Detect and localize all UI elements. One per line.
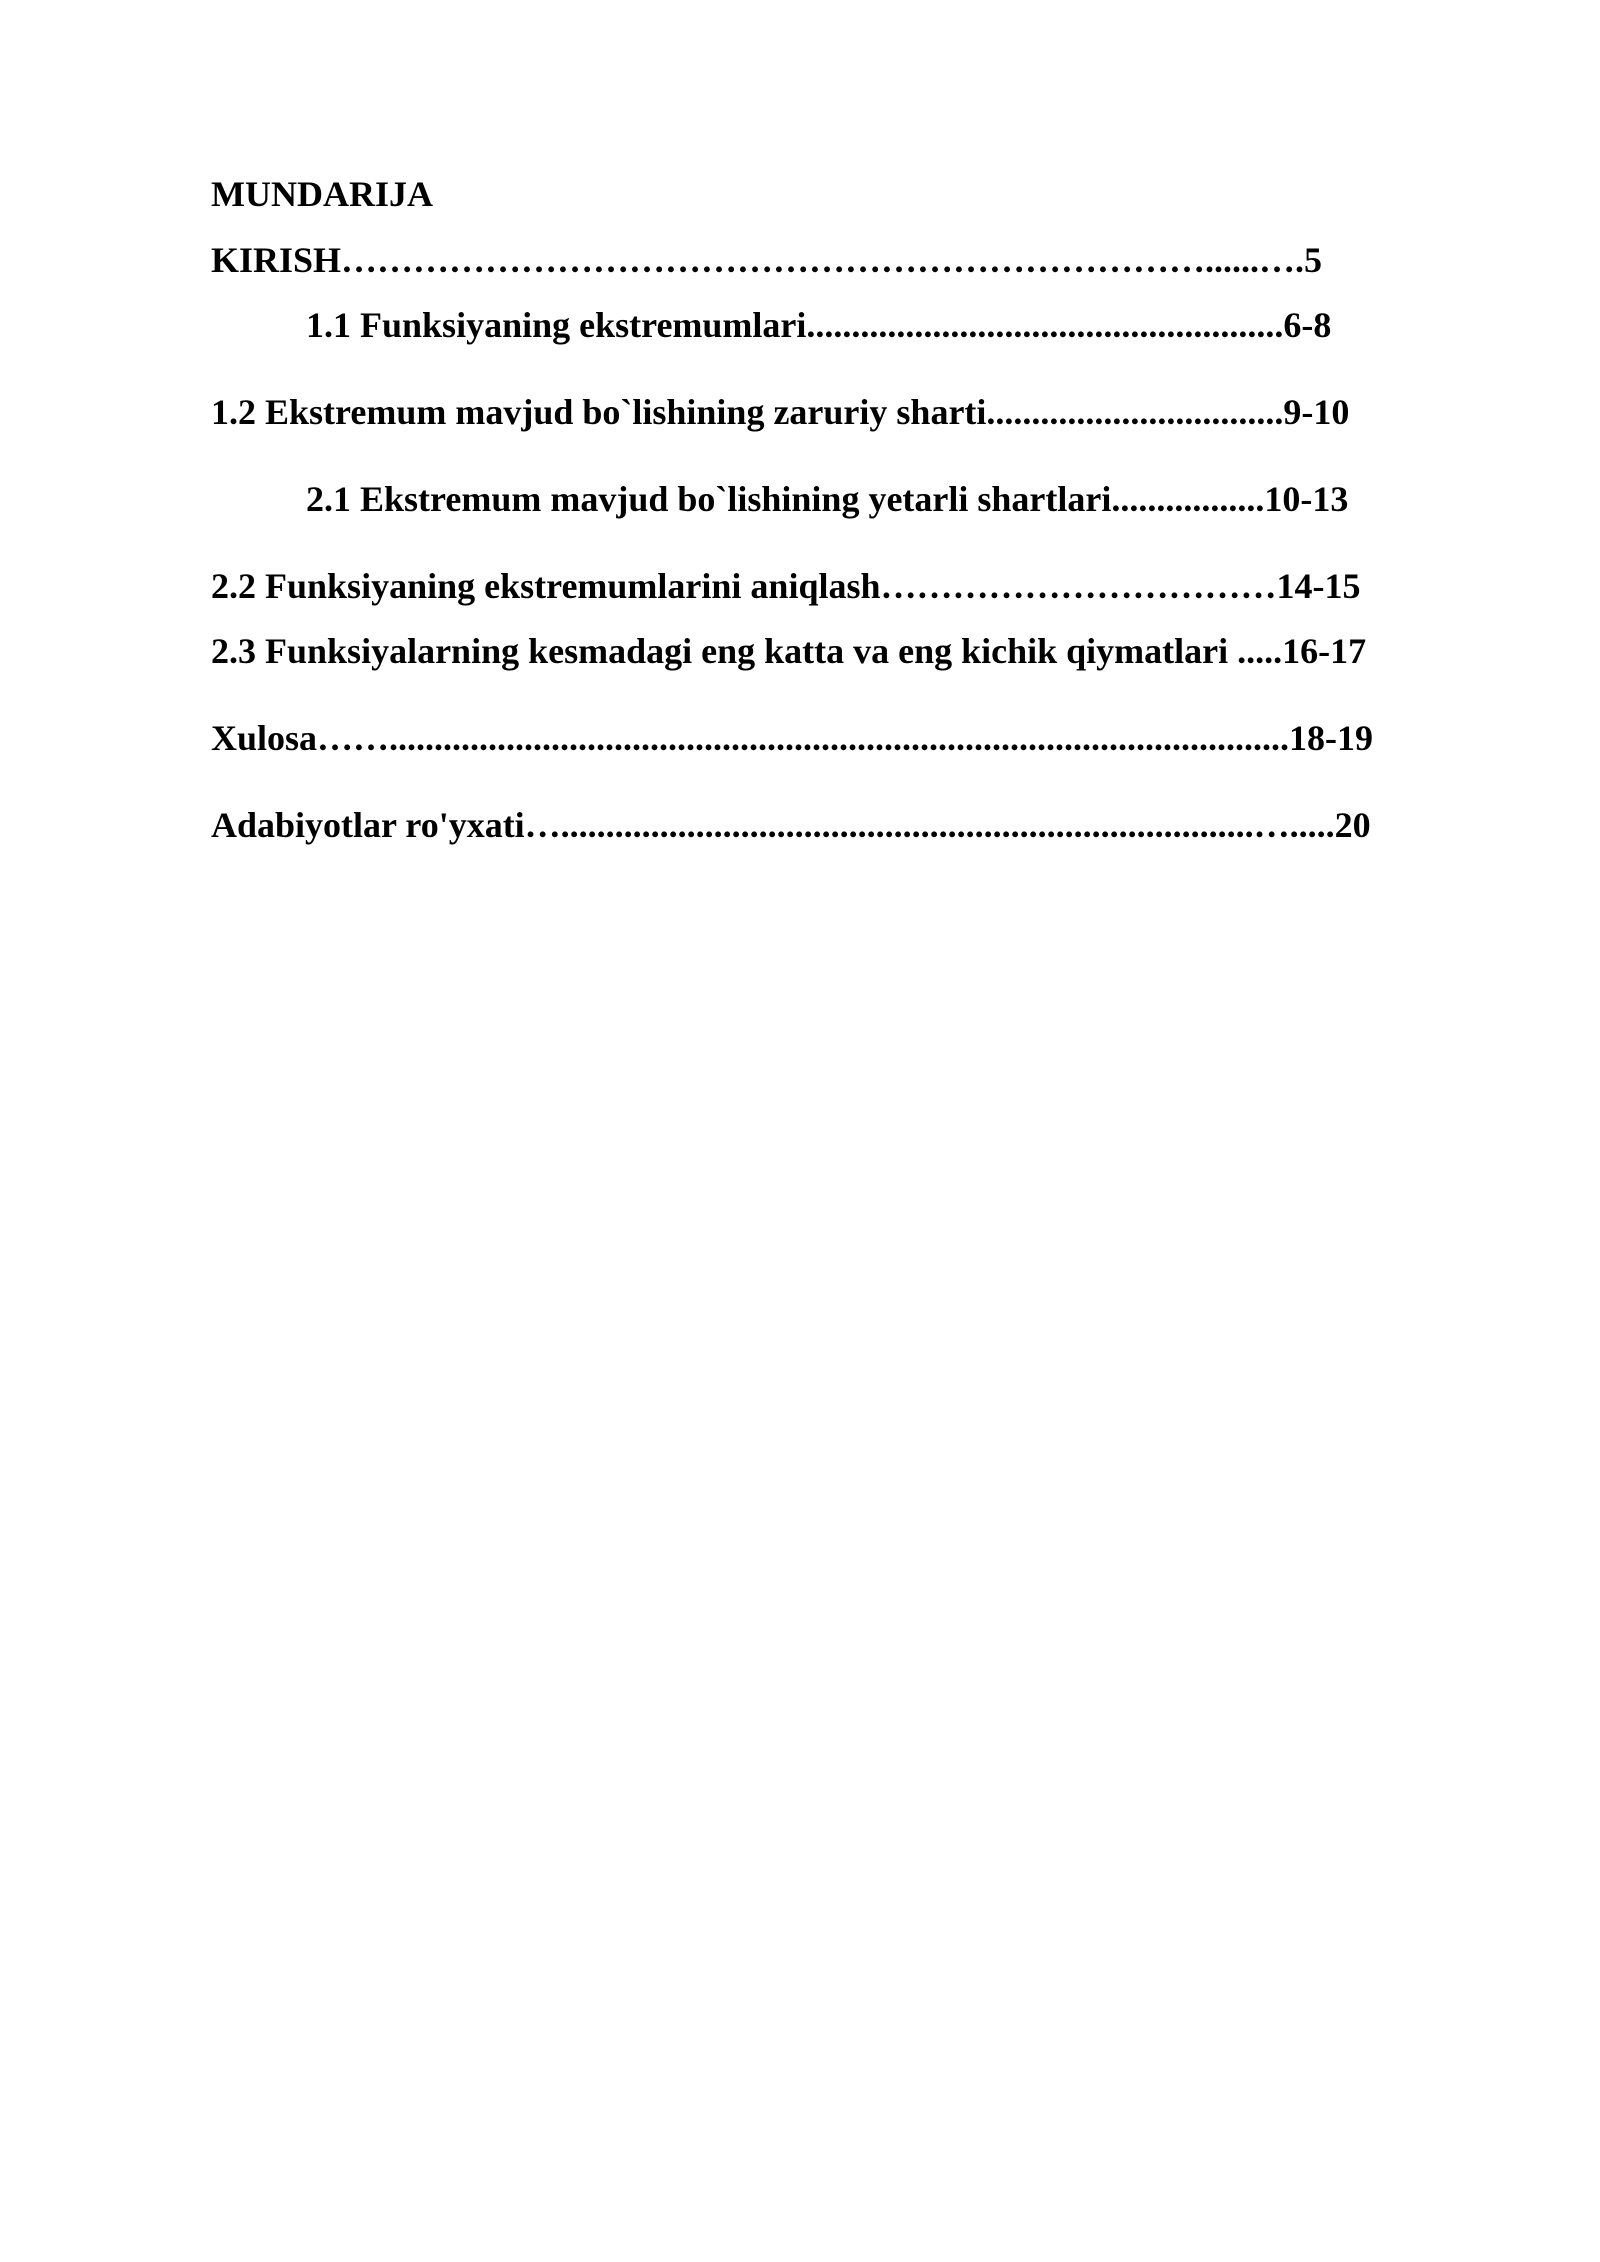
toc-entry-2-1: 2.1 Ekstremum mavjud bo`lishining yetarli shartlari.................10-13 (306, 479, 1349, 519)
toc-heading: MUNDARIJA (211, 174, 433, 214)
toc-entry-1-2: 1.2 Ekstremum mavjud bo`lishining zaruriy sharti.................................9-10 (211, 392, 1350, 432)
toc-entry-adabiyotlar: Adabiyotlar ro'yxati….............................................................................….....20 (211, 805, 1371, 845)
toc-entry-2-2: 2.2 Funksiyaning ekstremumlarini aniqlash……………………………14-15 (211, 566, 1361, 606)
toc-entry-2-3: 2.3 Funksiyalarning kesmadagi eng katta va eng kichik qiymatlari .....16-17 (211, 631, 1367, 671)
toc-entry-xulosa: Xulosa……....................................................................................................18-19 (211, 718, 1374, 758)
table-of-contents (211, 172, 1431, 845)
toc-entry-1-1: 1.1 Funksiyaning ekstremumlari.....................................................6-8 (306, 305, 1332, 345)
toc-entry-kirish: KIRISH………………………………………………………………......….5 (211, 240, 1323, 280)
